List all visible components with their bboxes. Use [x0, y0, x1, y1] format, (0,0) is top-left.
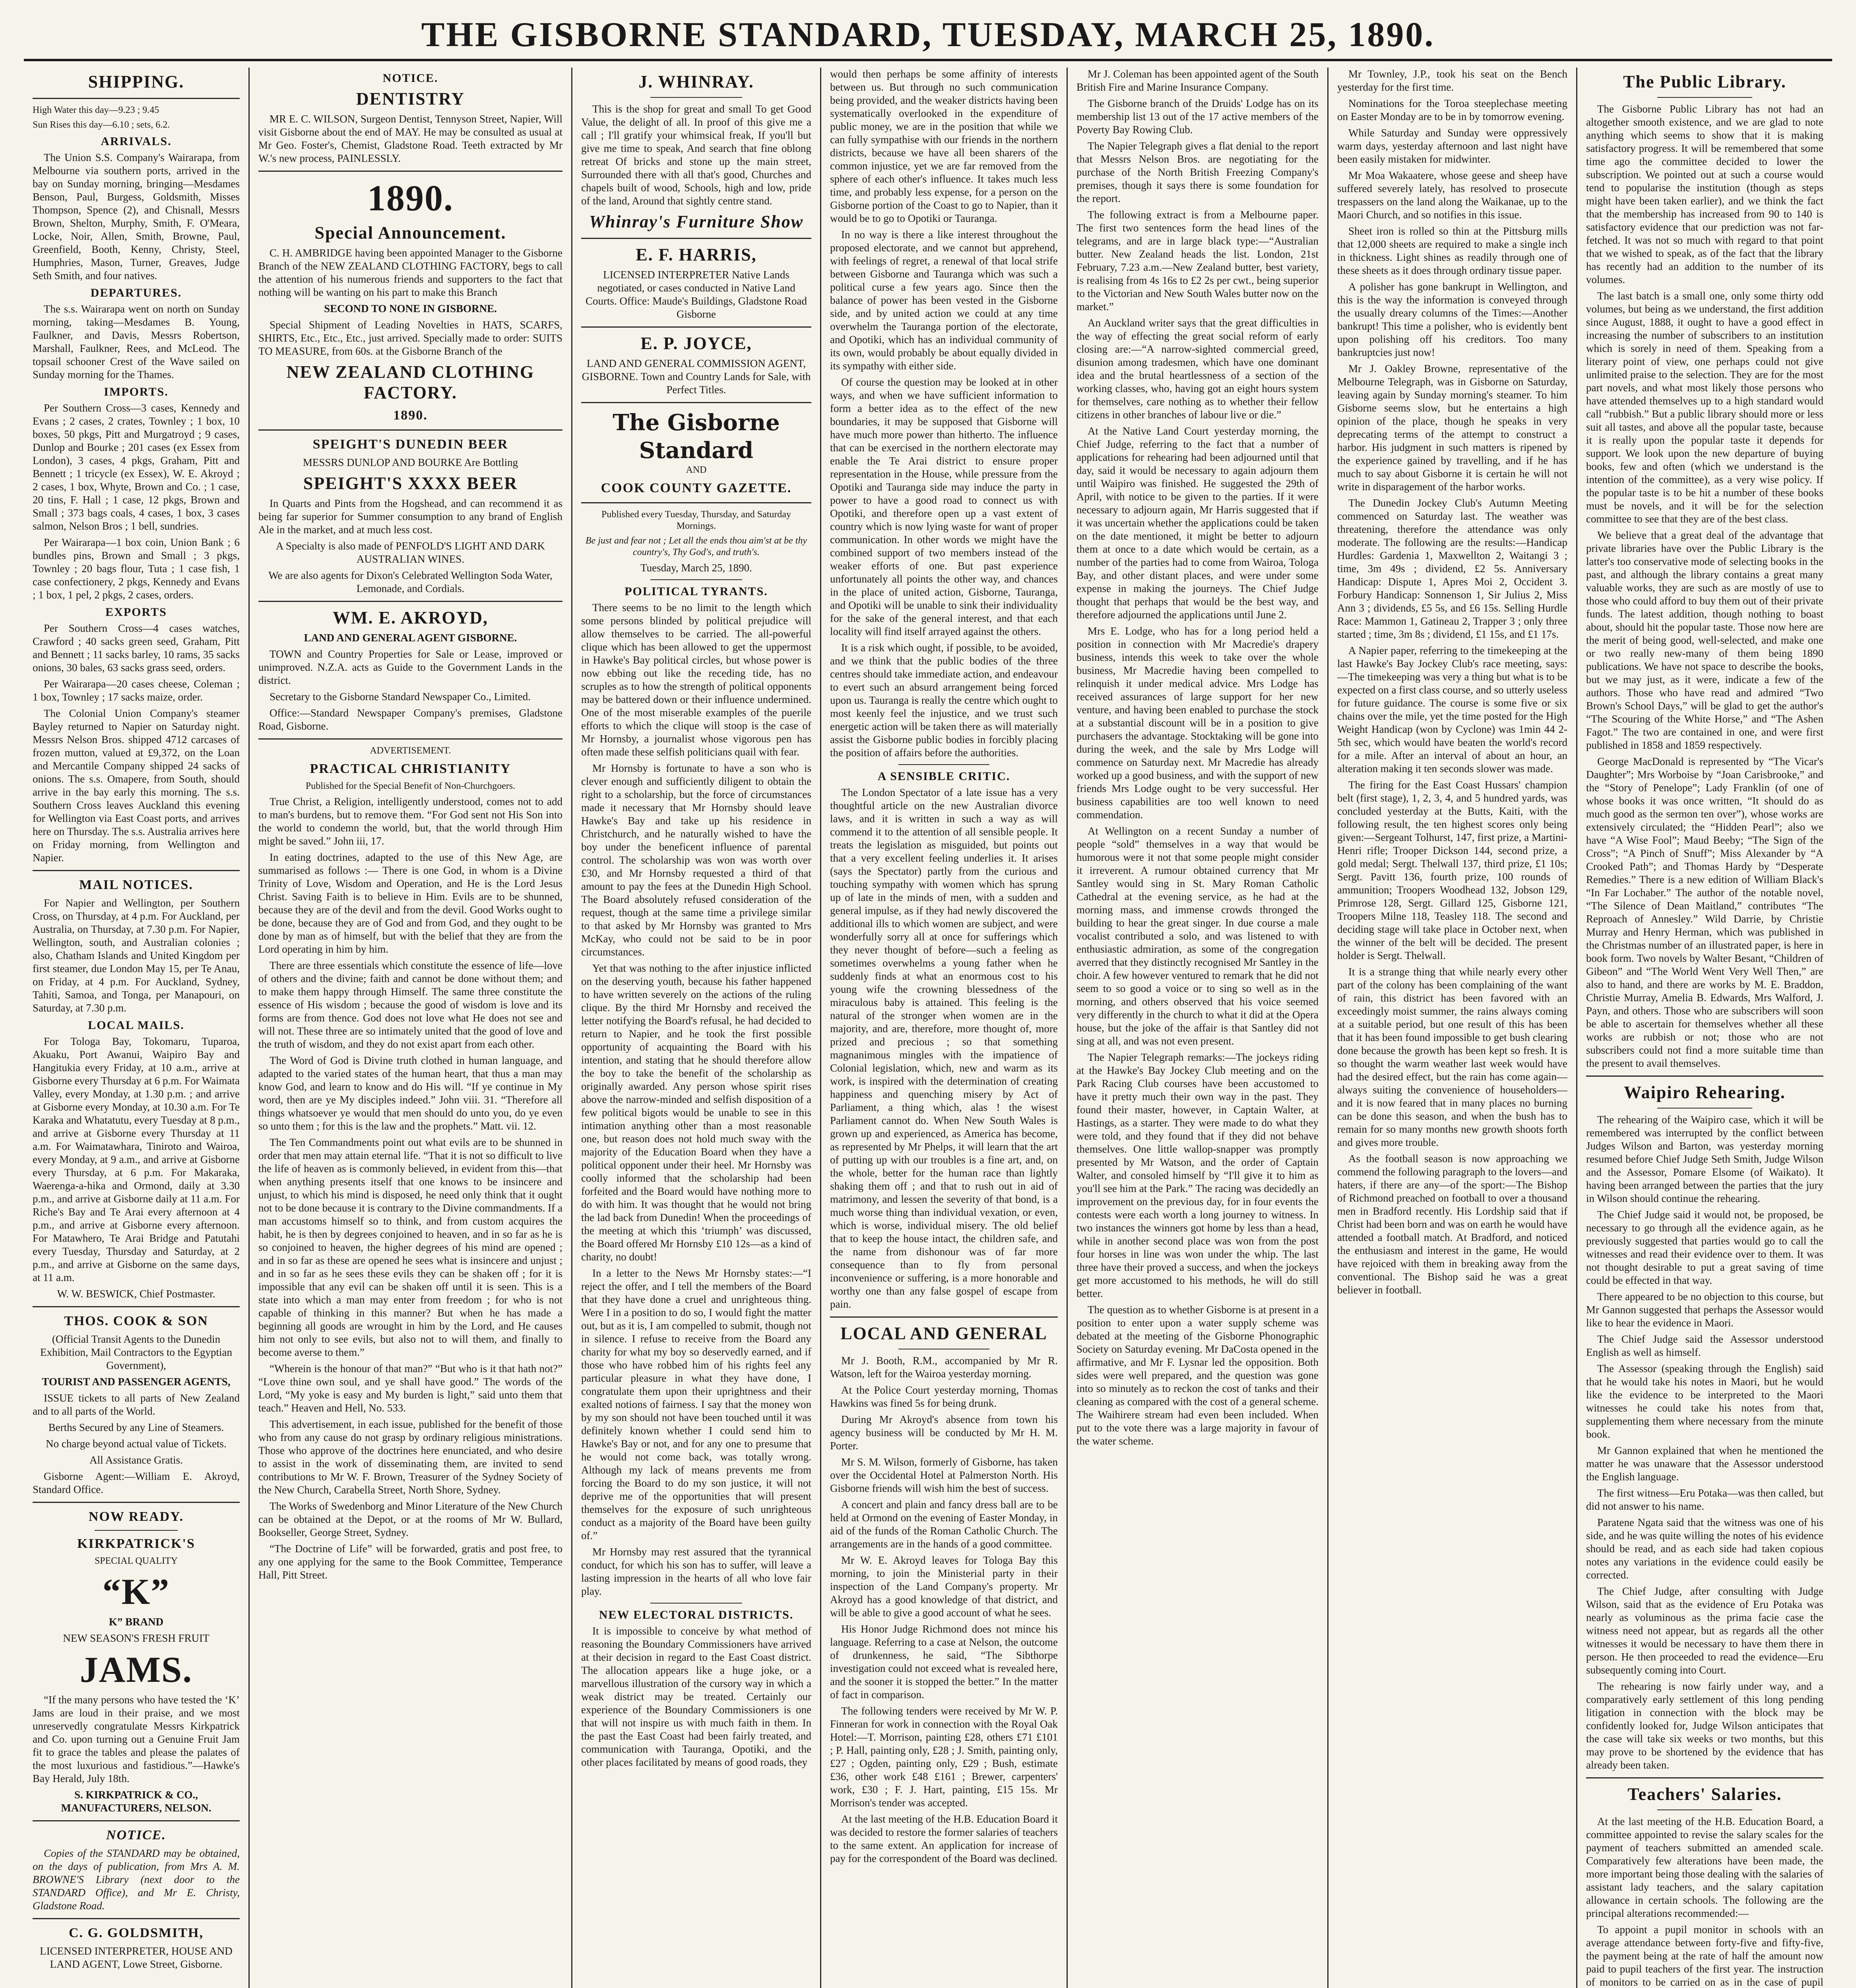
- imports-heading: IMPORTS.: [104, 385, 169, 398]
- local-item-28: A Napier paper, referring to the timekeeping at the last Hawke's Bay Jockey Club's race meeting, says:—The timekeeping was very a thing but what is to be expected on a first class course, and so utterly useless for future guidance. The course is some five or six chains over the mile, yet the time posted for the High Weight Handicap (won by Cyclone) was 1min 44 2-5th sec, which would have beaten the world's record for a mile. After an interval of about an hour, an alteration making it ten seconds slower was made.: [1337, 645, 1567, 775]
- waipiro-text-3: There appeared to be no objection to this course, but Mr Gannon suggested that perhaps the Assessor would like to hear the evidence in Maori.: [1586, 1291, 1823, 1329]
- mail-signature: W. W. BESWICK, Chief Postmaster.: [57, 1288, 215, 1300]
- local-item-30: It is a strange thing that while nearly every other part of the colony has been complaining of the want of rain, this district has been favored with an exceedingly moist summer, the rains always coming at a suitable period, but one result of this has been that it has been found impossible to get bush clearing done because the growth has been kept so fresh. It is so thought the warm weather last week would have had the desired effect, but the rain has come again—always suiting the convenience of householders—and it is now feared that in many places no burning can be done this season, and when the bush has to remain for so many months new growth shoots forth and gives more trouble.: [1337, 966, 1567, 1148]
- local-item-6: Mr W. E. Akroyd leaves for Tologa Bay this morning, to join the Ministerial party in their inspection of the Land Company's property. Mr Akroyd has a good knowledge of that district, and will be able to give a good account of what he sees.: [830, 1554, 1058, 1619]
- critic-heading: A SENSIBLE CRITIC.: [877, 770, 1010, 783]
- local-item-14: An Auckland writer says that the great difficulties in the way of effecting the great social reform of early closing are:—“A narrow-sighted commercial greed, disunion among tradesmen, which have one dominant idea and the brutal heartlessness of a section of the working classes, who, having got an eight hours system for themselves, care nothing as to whether their fellow citizens in other branches of labour live or die.”: [1076, 317, 1319, 421]
- political-heading: POLITICAL TYRANTS.: [624, 585, 768, 598]
- waipiro-text-5: The Assessor (speaking through the English) said that he would take his notes in Maori, but he would like the evidence to be interpreted to the Maori witnesses he could take his notes from that, supplementing them where necessary from the minute book.: [1586, 1363, 1823, 1440]
- joyce-text: LAND AND GENERAL COMMISSION AGENT, GISBORNE. Town and Country Lands for Sale, with Perfect Titles.: [582, 357, 811, 396]
- teachers-text: At the last meeting of the H.B. Education Board, a committee appointed to revise the salary scales for the payment of teachers submitted an amended scale. Comparatively few alterations have been made, the more important being those dealing with the salaries of assistant lady teachers, and the salary capitation allowance in certain schools. The following are the principal alterations recommended:—: [1586, 1815, 1823, 1919]
- departures-text: The s.s. Wairarapa went on north on Sunday morning, taking—Mesdames B. Young, Faulkner, and Davis, Messrs Robertson, Marshall, Faulkner, Rees, and McLeod. The topsail schooner Crest of the Wave sailed on Sunday morning for the Thames.: [33, 303, 240, 381]
- pc-text-7: This advertisement, in each issue, published for the benefit of those who from any cause do not grasp by ordinary religious ministrations. Those who approve of the doctrines here enunciated, and who desire to assist in the work of disseminating them, are invited to send contributions to Mr W. F. Brown, Treasurer of the Sydney Society of the New Church, Carabella Street, North Shore, Sydney.: [258, 1418, 562, 1496]
- local-item-19: The question as to whether Gisborne is at present in a position to enter upon a water supply scheme was debated at the meeting of the Gisborne Phonographic Society on Saturday evening. Mr DaCosta opened in the affirmative, and Mr F. Lysnar led the opposition. Both sides were well prepared, and the question was gone into so minutely as to reckon the cost of tanks and their cleaning as compared with the cost of a general scheme. The Waihirere stream had even been included. When put to the vote there was a large majority in favour of the water scheme.: [1076, 1304, 1319, 1447]
- divider: [1657, 1809, 1752, 1810]
- column-4: [820, 68, 1067, 1988]
- kirkpatrick-new: NEW SEASON'S FRESH FRUIT: [63, 1632, 209, 1644]
- electoral-text-cont: would then perhaps be some affinity of interests between us. But through no such communication being provided, and the weaker districts having been systematically overlooked in the expenditure of public money, we are in the position that while we can fully sympathise with our friends in the northern districts, because we have all been sharers of the common injustice, yet we are far removed from the sphere of each other's influence. It takes much less time, and probably less expense, for a person on the Gisborne portion of the Coast to go to Napier, than it would be to go to Opotiki or Tauranga.: [830, 68, 1058, 224]
- column-6: [1327, 68, 1576, 1988]
- high-water: High Water this day—9.23 ; 9.45: [33, 105, 159, 115]
- divider: [650, 1603, 743, 1604]
- local-item-2: At the Police Court yesterday morning, Thomas Hawkins was fined 5s for being drunk.: [830, 1384, 1058, 1409]
- political-text-2: Mr Hornsby is fortunate to have a son who is clever enough and sufficiently diligent to obtain the right to a scholarship, but the force of circumstances made it necessary that Mr Hornsby should leave Hawke's Bay and take up his residence in Christchurch, and he naturally wished to have the boy under the beneficent influence of parental control. The scholarship was won was worth over £30, and Mr Hornsby requested a third of that amount to pay the fees at the Dunedin High School. The Board absolutely refused consideration of the request, though at the same time a privilege similar to that asked by Mr Hornsby was granted to Mrs McKay, who could not be said to be in poor circumstances.: [581, 762, 811, 958]
- imports-text-2: Per Wairarapa—1 box coin, Union Bank ; 6 bundles pins, Brown and Small ; 3 pkgs, Townley ; 20 bags flour, Tuta ; 1 case fish, 1 case confectionery, 2 pkgs, Kennedy and Evans ; 1 box, 1 pel, 2 pkgs, 2 cases, orders.: [33, 536, 240, 601]
- divider: [33, 1306, 240, 1307]
- akroyd-text-2: Secretary to the Gisborne Standard Newspaper Co., Limited.: [270, 691, 531, 703]
- departures-heading: DEPARTURES.: [90, 286, 182, 299]
- pc-text-6: “Wherein is the honour of that man?” “But who is it that hath not?” “Love thine own soul, and ye shall have good.” The words of the Lord, “My yoke is easy and My burden is light,” said unto them that teach.” Heaven and Hell, No. 533.: [258, 1363, 562, 1414]
- now-ready: NOW READY.: [88, 1509, 184, 1524]
- divider: [1586, 1777, 1823, 1778]
- pc-text: True Christ, a Religion, intelligently understood, comes not to add to man's burdens, but to remove them. “For God sent not His Son into the world to condemn the world, but, that the world through Him might be saved.” John iii, 17.: [258, 796, 562, 847]
- local-item-12: The Napier Telegraph gives a flat denial to the report that Messrs Nelson Bros. are negotiating for the purchase of the North British Freezing Company's premises, though it says there is some foundation for the report.: [1076, 140, 1319, 204]
- standard-motto: Be just and fear not ; Let all the ends thou aim'st at be thy country's, Thy God's, and truth's.: [585, 536, 807, 557]
- ambridge-text: C. H. AMBRIDGE having been appointed Manager to the Gisborne Branch of the NEW ZEALAND CLOTHING FACTORY, begs to call the attention of his numerous friends and supporters to the fact that nothing will be wanting on his part to make this Branch: [258, 247, 562, 298]
- sun-rises: Sun Rises this day—6.10 ; sets, 6.2.: [33, 120, 170, 130]
- arrivals-text: The Union S.S. Company's Wairarapa, from Melbourne via southern ports, arrived in the bay on Sunday morning, bringing—Mesdames Benson, Paul, Burgess, Goldsmith, Misses Thompson, Spence (2), and Chisnall, Messrs Brown, Shelton, Murphy, Smith, F. O'Meara, Locke, Noir, Allen, Smith, Browne, Paul, Greenfield, Booth, Kenny, Christy, Steel, Humphries, Mason, Turner, Greaves, Judge Seth Smith, and four natives.: [33, 151, 240, 282]
- local-item-11: The Gisborne branch of the Druids' Lodge has on its membership list 13 out of the 17 active members of the Poverty Bay Rowing Club.: [1076, 97, 1319, 136]
- akroyd-office: Office:—Standard Newspaper Company's premises, Gladstone Road, Gisborne.: [258, 707, 562, 732]
- local-item-22: While Saturday and Sunday were oppressively warm days, yesterday afternoon and last night have been easily mistaken for midwinter.: [1337, 127, 1567, 165]
- shipping-heading: SHIPPING.: [88, 72, 184, 91]
- waipiro-heading: Waipiro Rehearing.: [1624, 1083, 1786, 1102]
- local-item-9: At the last meeting of the H.B. Education Board it was decided to restore the former salaries of teachers to the same extent. An application for increase of pay for the correspondent of the Board was declined.: [830, 1813, 1058, 1864]
- beer-text-2: A Specialty is also made of PENFOLD'S LIGHT AND DARK AUSTRALIAN WINES.: [275, 540, 545, 565]
- teachers-heading: Teachers' Salaries.: [1627, 1784, 1782, 1804]
- divider: [33, 1918, 240, 1919]
- notice-text: Copies of the STANDARD may be obtained, on the days of publication, from Mrs A. M. BROWNE'S Library (next door to the STANDARD Office), and Mr E. Christy, Gladstone Road.: [33, 1847, 240, 1912]
- pc-text-3: There are three essentials which constitute the essence of life—love of others and the divine; faith and cannot be done without them; and to make them happy through Himself. The same three constitute the essence of His wisdom ; because the good of wisdom is love and its forms are from thence. God does not love what He does not see and will not. These three are so intimately united that the good of love and the truth of wisdom, and they do not exist apart from each other.: [258, 959, 562, 1050]
- column-2: [248, 68, 571, 1988]
- electoral-text-2: In no way is there a like interest throughout the proposed electorate, and we cannot but apprehend, with feelings of regret, a renewal of that local strife between Gisborne and Tauranga which was such a political curse a few years ago. Since then the balance of power has been vested in the Gisborne side, and by united action we could at any time overwhelm the Tauranga portion of the electorate, and Opotiki, which has an individual community of its own, would probably be about equally divided in its sympathy with either side.: [830, 229, 1058, 372]
- pc-text-4: The Word of God is Divine truth clothed in human language, and adapted to the varied states of the human heart, that thus a man may know God, and learn to know and do His will. “If ye continue in My word, then are ye My disciples indeed.” John viii. 31. “Therefore all things whatsoever ye would that men should do unto you, do ye even so unto them ; for this is the law and the prophets.” Matt. vii. 12.: [258, 1054, 562, 1132]
- kirkpatrick-jams: JAMS.: [80, 1649, 193, 1690]
- electoral-text-4: It is a risk which ought, if possible, to be avoided, and we think that the public bodies of the three centres should take immediate action, and endeavour to evert such an absurd arrangement being forced upon us. Tauranga is really the centre which ought to most keenly feel the injustice, and we trust such energetic action will be taken there as will materially assist the Gisborne public bodies in forcibly placing the position of affairs before the authorities.: [830, 642, 1058, 759]
- beer-xxxx: SPEIGHT'S XXXX BEER: [303, 474, 518, 493]
- political-text-3: Yet that was nothing to the after injustice inflicted on the deserving youth, because his father happened to have written severely on the actions of the ruling clique. By the third Mr Hornsby and received the letter notifying the Board's refusal, he had decided to return to Napier, and he took the first possible opportunity of acquainting the Board with his intention, and stating that he should therefore allow the boy to take the benefit of the scholarship as originally awarded. Any person whose spirit rises above the narrow-minded and selfish disposition of a few political bigots would be unable to see in this intimation anything other than a most reasonable one, but reason does not hold much sway with the majority of the Education Board when they have a political opponent under their heel. Mr Hornsby was coolly informed that the scholarship had been forfeited and the Board would have nothing more to do with him. It was thought that he would not bring the lad back from Dunedin! When the proceedings of the meeting at which this ‘triumph’ was discussed, the Board offered Mr Hornsby £10 12s—as a kind of charity, no doubt!: [581, 962, 811, 1263]
- critic-text: The London Spectator of a late issue has a very thoughtful article on the new Australian divorce laws, and it is written in such a way as will commend it to the attention of all sensible people. It treats the legislation as misguided, but points out that a very excellent feeling underlies it. It arises (says the Spectator) partly from the curious and touching sympathy with women which has sprung up of late in the minds of men, with a sudden and general impulse, as if they had newly discovered the additional ills to which women are subject, and were wonderfully sorry all at once for sufferings which they never thought of before—such a feeling as sometimes overwhelms a young father when he suddenly finds at what an enormous cost to his young wife the crowning blessedness of the miraculous baby is attained. This feeling is the natural of the stronger when women are in the majority, and are, therefore, more thought of, more prized and precious ; so that something magnanimous mingles with the impatience of Colonial legislation, which, new and warm as its work, is inspired with the determination of creating happiness and quenching misery by Act of Parliament, a thing which, alas ! the wisest Parliament cannot do. When New South Wales is grown up and experienced, as America has become, as represented by Mr Phelps, it will learn that the art of putting up with our troubles is a fine art, and, on the whole, better for the human race than lightly shaking them off ; and that to rush out in aid of matrimony, and lessen the severity of that bond, is a much worse thing than individual vexation, or even, which is worse, individual misery. The old belief that to keep the house intact, the children safe, and the name from dishonour was of far more consequence than to fly from personal inconvenience or suffering, is a more honorable and worthy one than any false gospel of escape from pain.: [830, 786, 1058, 1310]
- akroyd-heading: WM. E. AKROYD,: [333, 608, 488, 627]
- practical-christianity-sub: Published for the Special Benefit of Non-Churchgoers.: [305, 781, 516, 791]
- local-item-24: Sheet iron is rolled so thin at the Pittsburg mills that 12,000 sheets are required to make a single inch in thickness. Light shines as readily through one of these sheets as it does through ordinary tissue paper.: [1337, 225, 1567, 276]
- divider: [830, 1316, 1058, 1318]
- waipiro-text-9: The Chief Judge, after consulting with Judge Wilson, said that as the evidence of Eru Potaka was nearly as voluminous as the prima facie case the witness need not appear, but as regards all the other witnesses it would be necessary to have them there in person. He then proceeded to read the evidence—Eru subsequently coming into Court.: [1586, 1585, 1823, 1676]
- standard-and: AND: [686, 465, 707, 475]
- goldsmith-text: LICENSED INTERPRETER, HOUSE AND LAND AGENT, Lowe Street, Gisborne.: [40, 1945, 233, 1970]
- divider: [581, 326, 811, 328]
- shipping-notes: The Colonial Union Company's steamer Bayley returned to Napier on Saturday night. Messrs Nelson Bros. shipped 4712 carcases of frozen mutton, valued at £9,372, on the Loan and Mercantile Company shipped 24 sacks of onions. The s.s. Omapere, from South, should arrive in the bay early this morning. The s.s. Southern Cross leaves Auckland this evening for Wellington via East Coast ports, and arrives here on Thursday. The s.s. Australia arrives here on Friday morning, from Wellington and Napier.: [33, 707, 240, 864]
- notice-heading: NOTICE.: [382, 72, 438, 85]
- waipiro-text-2: The Chief Judge said it would not, be proposed, be necessary to go through all the evidence again, as he previously suggested that parties would go to call the witnesses and read their evidence over to them. It was not thought desirable to put a great saving of time could be effected in that way.: [1586, 1209, 1823, 1286]
- electoral-text: It is impossible to conceive by what method of reasoning the Boundary Commissioners have arrived at their decision in regard to the East Coast district. The allocation appears like a huge joke, or a marvellous illustration of the cursory way in which a weak district may be treated. Certainly our experience of the Boundary Commissioners is one that will not inspire us with much faith in them. In the past the East Coast had been fairly treated, and communication with Tauranga, Opotiki, and the other places facilitated by means of good roads, they: [581, 1625, 811, 1768]
- local-item-20: Mr Townley, J.P., took his seat on the Bench yesterday for the first time.: [1337, 68, 1567, 93]
- kirkpatrick-heading: KIRKPATRICK'S: [77, 1536, 195, 1551]
- divider: [33, 1502, 240, 1503]
- divider: [650, 97, 743, 98]
- standard-published: Published every Tuesday, Thursday, and Saturday Mornings.: [601, 509, 791, 531]
- divider: [258, 171, 562, 172]
- waipiro-text-4: The Chief Judge said the Assessor understood English as well as himself.: [1586, 1333, 1823, 1358]
- beer-text-3: We are also agents for Dixon's Celebrated Wellington Soda Water, Lemonade, and Cordials.: [268, 569, 553, 594]
- standard-subtitle: COOK COUNTY GAZETTE.: [601, 481, 792, 495]
- mail-heading: MAIL NOTICES.: [79, 878, 193, 892]
- cook-text-6: Gisborne Agent:—William E. Akroyd, Standard Office.: [33, 1470, 240, 1495]
- advertisement-label: ADVERTISEMENT.: [370, 746, 451, 756]
- whinray-poem: This is the shop for great and small To get Good Value, the delight of all. In proof of this give me a call ; I'll gratify your whimsical freak, If you'll but give me time to speak, And search that fine oblong retreat Of bricks and stone up the main street, Surrounded there with all that's good, Churches and chapels built of wood, Schools, high and low, pride of the land, Around that sightly centre stand.: [581, 103, 811, 207]
- library-text-4: George MacDonald is represented by “The Vicar's Daughter”; Mrs Worboise by “Joan Carisbrooke,” and the “Story of Penelope”; Lady Franklin (of one of whose books it was once written, “It should do as much good as the sermon ten over”), whose works are extensively circulated; the “Hidden Pearl”; also we have “A Wise Fool”; Maud Beeby; “The Sign of the Cross”; “A Pinch of Snuff”; Miss Alexander by “A Crooked Path”; and Thomas Hardy by “Desperate Remedies.” There is a new edition of William Black's “In Far Lochaber.” The author of the notable novel, “The Silence of Dean Maitland,” contributes “The Reproach of Annesley.” Wild Darrie, by Christie Murray and Henry Herman, which was published in the Christmas number of an illustrated paper, is here in book form. Two novels by Walter Besant, “Children of Gibeon” and “The World Went Very Well Then,” are also to hand, and there are works by M. E. Braddon, Christie Murray, Amelia B. Edwards, Mrs Walford, J. Payn, and others. Those who are subscribers will soon be able to ascertain for themselves whether all these works are rubbish or not; those who are not subscribers could not find a more suitable time than the present to avail themselves.: [1586, 755, 1823, 1069]
- second-to-none: SECOND TO NONE IN GISBORNE.: [324, 303, 497, 315]
- standard-title: The Gisborne Standard: [613, 410, 780, 464]
- divider: [650, 579, 743, 580]
- pc-text-2: In eating doctrines, adapted to the use of this New Age, are summarised as follows :— There is one God, in whom is a Divine Trinity of Love, Wisdom and Operation, and He is the Lord Jesus Christ. Saving Faith is to believe in Him. Evils are to be shunned, because they are of the devil and from the devil. Good Works ought to be done, because they are of God and from God, and they ought to be done by man as of himself, but with the belief that they are from the Lord operating in him by him.: [258, 851, 562, 955]
- local-general-heading: LOCAL AND GENERAL: [840, 1324, 1047, 1343]
- political-text-4: In a letter to the News Mr Hornsby states:—“I reject the offer, and I tell the members of the Board that they have done a cruel and unrighteous thing. Were I in a position to do so, I would fight the matter out, but as it is, I am compelled to submit, though not in silence. I refuse to receive from the Board any charity for what my boy so deservedly earned, and if those who have robbed him of his rights feel any particular pleasure in what they have done, I congratulate them upon their uprightness and their exalted notions of fairness. I say that the money won by my son should not have been touched until it was definitely known whether I could send him to Hawke's Bay or not, and for any one to presume that he would not come back, was totally wrong. Although my lack of means prevents me from forcing the Board to do my son justice, it will not deprive me of the opportunities that will present themselves for the exposure of such unrighteous conduct as a majority of the Board have been guilty of.”: [581, 1267, 811, 1541]
- year-2: 1890.: [393, 408, 428, 423]
- columns: [24, 68, 1832, 1988]
- teachers-text-2: To appoint a pupil monitor in schools with an average attendance between forty-five and fifty-five, the payment being at the rate of half the amount now paid to pupil teachers of the first year. The instruction of monitors to be carried on as in the case of pupil: [1586, 1924, 1823, 1988]
- kirkpatrick-text: “If the many persons who have tested the ‘K’ Jams are loud in their praise, and we most unreservedly congratulate Messrs Kirkpatrick and Co. upon turning out a Genuine Fruit Jam fit to grace the tables and please the palates of the most luxurious and fastidious.”—Hawke's Bay Herald, July 18th.: [33, 1694, 240, 1784]
- divider: [1657, 1108, 1752, 1109]
- practical-christianity-heading: PRACTICAL CHRISTIANITY: [310, 761, 511, 776]
- cook-text: (Official Transit Agents to the Dunedin Exhibition, Mail Contractors to the Egyptian Government),: [40, 1333, 232, 1371]
- imports-text: Per Southern Cross—3 cases, Kennedy and Evans ; 2 cases, 2 crates, Townley ; 1 box, 10 boxes, 50 pkgs, Pitt and Murgatroyd ; 9 cases, Dunlop and Bourke ; 201 cases (ex Essex from London), 3 cases, 4 pkgs, Graham, Pitt and Bennett ; 1 tricycle (ex Essex), W. E. Akroyd ; 2 cases, 1 box, Whyte, Brown and Co. ; 1 case, 20 tins, F. Hall ; 1 case, 12 pkgs, Brown and Small ; 373 bags coals, 4 cases, 1 box, 3 cases salmon, Nelson Bros ; 1 bell, sundries.: [33, 402, 240, 532]
- cook-heading: THOS. COOK & SON: [64, 1314, 208, 1328]
- local-item-16: Mrs E. Lodge, who has for a long period held a position in connection with Mr Macredie's drapery business, intends this week to take over the whole business, Mr Macredie having been compelled to relinquish it under medical advice. Mrs Lodge has received assurances of large support for her new venture, and having been enabled to purchase the stock at a substantial discount will be in a position to give purchasers the advantage. Stocktaking will be gone into during the week, and the sale by Mrs Lodge will commence on Saturday next. Mr Macredie has already worked up a good business, and with the support of new friends Mrs Lodge ought to be very successful. Her business capabilities are too well known to need commendation.: [1076, 625, 1319, 821]
- library-heading: The Public Library.: [1623, 72, 1786, 91]
- local-item-5: A concert and plain and fancy dress ball are to be held at Ormond on the evening of Easter Monday, in aid of the funds of the Roman Catholic Church. The arrangements are in the hands of a good committee.: [830, 1499, 1058, 1550]
- cook-text-5: All Assistance Gratis.: [89, 1454, 183, 1466]
- ambridge-text-2: Special Shipment of Leading Novelties in HATS, SCARFS, SHIRTS, Etc., Etc., Etc., just arrived. Specially made to order: SUITS TO MEASURE, from 60s. at the Gisborne Branch of the: [258, 319, 562, 357]
- whinray-furniture-show: Whinray's Furniture Show: [589, 212, 804, 231]
- local-item-4: Mr S. M. Wilson, formerly of Gisborne, has taken over the Occidental Hotel at Palmerston North. His Gisborne friends will wish him the best of success.: [830, 1456, 1058, 1494]
- beer-text: In Quarts and Pints from the Hogshead, and can recommend it as being far superior for Summer consumption to any brand of English Ale in the market, and at much less cost.: [258, 497, 562, 536]
- masthead: THE GISBORNE STANDARD, TUESDAY, MARCH 25, 1890.: [24, 11, 1832, 61]
- local-mails-text: For Tologa Bay, Tokomaru, Tuparoa, Akuaku, Port Awanui, Waipiro Bay and Hangitukia every Friday, at 10 a.m., arrive at Gisborne every Thursday at 6 p.m. For Waimata Valley, every Monday, at 1.30 p.m. ; and arrive at Gisborne every Monday, at 10.30 a.m. For Te Karaka and Whatatutu, every Tuesday at 8 p.m., and arrive at Gisborne every Thursday at 11 a.m. For Waimatawhara, Tiniroto and Wairoa, every Monday, at 9 a.m., and arrive at Gisborne every Thursday, at 6 p.m. For Makaraka, Waerenga-a-hika and Ormond, daily at 3.30 p.m., and arrive at Gisborne daily at 11 a.m. For Riche's Bay and Te Arai every afternoon at 4 p.m., and arrive at Gisborne every afternoon. For Matawhero, Te Arai Bridge and Patutahi every Tuesday, Thursday and Saturday, at 2 p.m., and arrive at Gisborne on the same days, at 11 a.m.: [33, 1035, 240, 1283]
- column-5: [1067, 68, 1327, 1988]
- cook-text-4: No charge beyond actual value of Tickets.: [46, 1438, 227, 1450]
- kirkpatrick-quality: SPECIAL QUALITY: [94, 1556, 178, 1566]
- akroyd-subheading: LAND AND GENERAL AGENT GISBORNE.: [304, 632, 517, 644]
- electoral-heading: NEW ELECTORAL DISTRICTS.: [599, 1608, 794, 1621]
- local-item-17: At Wellington on a recent Sunday a number of people “sold” themselves in a way that would be humorous were it not that some people might consider it irreverent. A rumour obtained currency that Mr Santley would sing in St. Mary Roman Catholic Cathedral at the evening service, as he had at the morning mass, and immense crowds thronged the building to hear the great singer. In due course a male vocalist contributed a solo, and was listened to with enthusiastic admiration, as some of the congregation averred that they distinctly recognised Mr Santley in the choir. A few however ventured to remark that he did not seem to so good a voice or to sing so well as in the morning, and others observed that his voice seemed very differently in the church to what it did at the Opera house, but the joke of the affair is that Santley did not sing at all, and was not even present.: [1076, 825, 1319, 1047]
- divider: [581, 238, 811, 239]
- column-7: [1576, 68, 1832, 1988]
- cook-text-2: ISSUE tickets to all parts of New Zealand and to all parts of the World.: [33, 1392, 240, 1417]
- exports-heading: EXPORTS: [105, 606, 167, 619]
- kirkpatrick-brand: K” BRAND: [109, 1616, 164, 1628]
- dentistry-heading: DENTISTRY: [356, 89, 465, 109]
- column-1: [24, 68, 248, 1988]
- pc-text-8: The Works of Swedenborg and Minor Literature of the New Church can be obtained at the Depot, or at the rooms of Mr W. Bullard, Bookseller, George Street, Sydney.: [258, 1500, 562, 1538]
- library-text-3: We believe that a great deal of the advantage that private libraries have over the Public Library is the latter's too conservative mode of selecting books in the past, and although the library contains a great many valuable works, they are such as are mostly of use to those who could afford to buy them out of their private funds. The latest addition, though nothing to boast about, should hit the popular taste. Those now here are the merit of being good, well-selected, and make one or two really new-many of them being 1890 publications. We have not space to describe the books, but we may just, as it were, indicate a few of the authors. Those who have read and admired “Two Brown's School Days,” will be glad to get the author's “The Scouring of the White Horse,” and “The Ashen Fagot.” The two are contained in one, and were first published in 1858 and 1859 respectively.: [1586, 529, 1823, 751]
- kirkpatrick-k: “K”: [102, 1571, 170, 1612]
- divider: [258, 429, 562, 431]
- waipiro-text-10: The rehearing is now fairly under way, and a comparatively early settlement of this long pending litigation in connection with the block may be confidently looked for, Judge Wilson anticipates that the case will take six weeks or two months, but this may prove to be shortened by the evidence that has already been taken.: [1586, 1680, 1823, 1771]
- special-announcement: Special Announcement.: [314, 223, 506, 243]
- year-heading: 1890.: [367, 178, 454, 218]
- divider: [33, 98, 240, 99]
- pc-text-5: The Ten Commandments point out what evils are to be shunned in order that men may attain eternal life. “That it is not so difficult to live the life of heaven as is commonly believed, in evident from this—that when anything presents itself that one knows to be insincere and unjust, to which his mind is disposed, he need only think that it ought not to be done because it is contrary to the Divine commandments. If a man accustoms himself so to think, and from custom acquires the habit, he is then by degrees conjoined to heaven, and in so far as he is so conjoined to heaven, the higher degrees of his mind are opened ; and in so far as these are opened he sees what is insincere and unjust ; and in so far as he sees these evils they can be shaken off ; for it is impossible that any evil can be shaken off until it is seen. This is a state into which a man may enter from freedom ; for who is not capable of thinking in this manner? But when he has made a beginning all goods are wrought in him by the Lord, and He causes him not only to see evils, but also not to will them, and finally to become averse to them.”: [258, 1136, 562, 1358]
- pc-text-9: “The Doctrine of Life” will be forwarded, gratis and post free, to any one applying for the same to the Book Committee, Temperance Hall, Pitt Street.: [258, 1543, 562, 1581]
- dentistry-text: MR E. C. WILSON, Surgeon Dentist, Tennyson Street, Napier, Will visit Gisborne about the end of MAY. He may be consulted as usual at Mr Geo. Foster's, Chemist, Gladstone Road. Teeth extracted by Mr W.'s new process, PAINLESSLY.: [258, 113, 562, 164]
- divider: [33, 1820, 240, 1821]
- divider: [898, 764, 989, 765]
- local-mails-heading: LOCAL MAILS.: [88, 1019, 184, 1032]
- beer-heading: SPEIGHT'S DUNEDIN BEER: [312, 437, 508, 452]
- waipiro-text-6: Mr Gannon explained that when he mentioned the matter he was unaware that the Assessor understood the English language.: [1586, 1444, 1823, 1483]
- local-item-15: At the Native Land Court yesterday morning, the Chief Judge, referring to the fact that a number of applications for rehearing had been adjourned until that day, said it would be necessary to again adjourn them until Waipiro was finished. He suggested the 29th of April, with notice to be given to the parties. If it were necessary to adjourn again, Mr Harris suggested that if it was uncertain whether the applications could be taken on the date mentioned, it might be better to adjourn them at once to a date which would be certain, as a number of the parties had to come from Wairoa, Tologa Bay, and other distant places, and were under some expense in making the journeys. The Chief Judge thought that perhaps that would be the best way, and therefore adjourned the applications until June 2.: [1076, 425, 1319, 621]
- divider: [258, 738, 562, 740]
- local-item-23: Mr Moa Wakaatere, whose geese and sheep have suffered severely lately, has resolved to prosecute trespassers on the land along the Waikanae, up to the Maori Church, and so notifies in this issue.: [1337, 169, 1567, 221]
- cook-text-3: Berths Secured by any Line of Steamers.: [48, 1421, 224, 1433]
- divider: [1657, 97, 1752, 98]
- local-item-21: Nominations for the Toroa steeplechase meeting on Easter Monday are to be in by tomorrow evening.: [1337, 97, 1567, 122]
- cook-subheading: TOURIST AND PASSENGER AGENTS,: [42, 1376, 231, 1388]
- local-item-3: During Mr Akroyd's absence from town his agency business will be conducted by Mr H. M. Porter.: [830, 1413, 1058, 1452]
- local-item-7: His Honor Judge Richmond does not mince his language. Referring to a case at Nelson, the outcome of drunkenness, he said, “The Sibthorpe investigation could not exceed what is revealed here, and the sooner it is stopped the better.” In the matter of fact in comparison.: [830, 1623, 1058, 1701]
- joyce-heading: E. P. JOYCE,: [640, 334, 752, 353]
- waipiro-text-8: Paratene Ngata said that the witness was one of his side, and he was quite willing the notes of his evidence should be read, and as each side had taken copious notes any variations in the evidence could easily be corrected.: [1586, 1516, 1823, 1581]
- library-text: The Gisborne Public Library has not had an altogether smooth existence, and we are glad to note anything which seems to show that it is making satisfactory progress. It will be remembered that some time ago the committee decided to lower the subscription. We pointed out at such a course would tend to popularise the institution (though as steps might have been taken earlier), and we think the fact that the membership has increased from 90 to 140 is satisfactory evidence that our prediction was not far-fetched. It was not so much with regard to that point that we wished to speak, as of the fact that the library has recently had an addition to the number of its volumes.: [1586, 103, 1823, 285]
- column-3: [571, 68, 820, 1988]
- clothing-factory: NEW ZEALAND CLOTHING FACTORY.: [286, 362, 535, 402]
- divider: [581, 402, 811, 403]
- local-item-31: As the football season is now approaching we commend the following paragraph to the lovers—and haters, if there are any—of the sport:—The Bishop of Richmond preached on football to over a thousand men in Bradford recently. His Lordship said that if Christ had been born and was on earth he would have attended a football match. At Bradford, and noticed the enthusiasm and interest in the game, He would have rejoiced with them in breaking away from the conventional. The Bishop said he was a great believer in football.: [1337, 1153, 1567, 1296]
- akroyd-text: TOWN and Country Properties for Sale or Lease, improved or unimproved. N.Z.A. acts as Guide to the Government Lands in the district.: [258, 648, 562, 686]
- divider: [33, 870, 240, 871]
- political-text-5: Mr Hornsby may rest assured that the tyrannical conduct, for which his son has to suffer, will leave a lasting impression in the hearts of all who love fair play.: [581, 1546, 811, 1597]
- local-item-29: The firing for the East Coast Hussars' champion belt (first stage), 1, 2, 3, 4, and 5 hundred yards, was concluded yesterday at the Butts, Kaiti, with the following result, the ten highest scores only being given:—Sergeant Tolhurst, 147, first prize, a Martini-Henri rifle; Trooper Dickson 144, second prize, a gold medal; Sergt. Thelwall 137, third prize, £1 10s; Sergt. Pavitt 136, fourth prize, 100 rounds of ammunition; Troopers Woodhead 132, Jobson 129, Primrose 128, Sergt. Gillard 125, Gisborne 121, Troopers Milne 118, Teasley 118. The second and deciding stage will take place in October next, when the winner of the belt will be decided. The present holder is Sergt. Thelwall.: [1337, 779, 1567, 961]
- exports-text-2: Per Wairarapa—20 cases cheese, Coleman ; 1 box, Townley ; 17 sacks maize, order.: [33, 678, 240, 703]
- local-item-1: Mr J. Booth, R.M., accompanied by Mr R. Watson, left for the Wairoa yesterday morning.: [830, 1355, 1058, 1380]
- beer-subheading: MESSRS DUNLOP AND BOURKE Are Bottling: [303, 456, 518, 468]
- waipiro-text: The rehearing of the Waipiro case, which it will be remembered was interrupted by the conflict between Judges Wilson and Barton, was yesterday morning resumed before Chief Judge Seth Smith, Judge Wilson and the Assessor, Pomare Elsome (of Waikato). It having been arranged between the parties that the jury in Wilson should continue the rehearing.: [1586, 1114, 1823, 1204]
- divider: [1586, 1076, 1823, 1077]
- harris-text: LICENSED INTERPRETER Native Lands negotiated, or cases conducted in Native Land Courts. Office: Maude's Buildings, Gladstone Road Gisborne: [585, 269, 807, 320]
- local-item-27: The Dunedin Jockey Club's Autumn Meeting commenced on Saturday last. The weather was threatening, therefore the attendance was only moderate. The following are the results:—Handicap Hurdles: Gardenia 1, Maxwellton 2, Waitangi 3 ; time, 3m 49s ; dividend, £2 5s. Anniversary Handicap: Dispute 1, Apres Moi 2, Occident 3. Forbury Handicap: Sonnenson 1, Sir Julius 2, Miss Ann 3 ; dividends, £5 5s, and £6 15s. Selling Hurdle Race: Mammon 1, Gatineau 2, Trapper 3 ; only three started ; time, 3m 8s ; dividend, £1 15s, and £1 17s.: [1337, 497, 1567, 640]
- arrivals-heading: ARRIVALS.: [101, 135, 172, 148]
- local-item-18: The Napier Telegraph remarks:—The jockeys riding at the Hawke's Bay Jockey Club meeting and on the Park Racing Club courses have been accustomed to have it pretty much their own way in the past. They found their master, however, in Captain Walter, at Hastings, as a starter. They were made to do what they were told, and they found that if they did not behave themselves. One little wallop-snapper was promptly presented by Mr Watson, and the order of Captain Walter, and consoled himself by “I'll give it to him as you'll see him at the Park.” The racing was decidedly an improvement on the previous day, for in four events the contests were each worth a long journey to witness. In two instances the winners got home by less than a head, while in another second place was won from the post four horses in line was won under the whip. The last three have their proved a success, and when the jockeys get more accustomed to his methods, he will do still better.: [1076, 1051, 1319, 1299]
- whinray-heading: J. WHINRAY.: [638, 72, 754, 91]
- goldsmith-heading: C. G. GOLDSMITH,: [69, 1926, 204, 1940]
- library-text-2: The last batch is a small one, only some thirty odd volumes, but being as we understand, the first addition since August, 1888, it ought to have a good effect in increasing the number of subscribers to an institution which is sorely in need of them. Speaking from a literary point of view, one perhaps could not give unlimited praise to the selection. They are for the most part novels, and what most likely those persons who have attended themselves up to a high standard would call “rubbish.” But a public library should more or less suit all tastes, and above all the popular taste, because it is really upon the popular taste it depends for support. We look upon the new departure of buying books, few and often (which we understand is the intention of the committee), as a very wise policy. If the popular taste is to be hit a number of these books must be novels, and it will be for the selection committee to see that they are of the best class.: [1586, 290, 1823, 525]
- local-item-8: The following tenders were received by Mr W. P. Finneran for work in connection with the Royal Oak Hotel:—T. Morrison, painting £28, others £71 £101 ; P. Hall, painting only, £28 ; J. Smith, painting only, £27 ; Ogden, painting only, £29 ; Bush, estimate £36, other work £48 £161 ; Brewer, carpenters' work, £30 ; F. J. Hart, painting, £15 15s. Mr Morrison's tender was accepted.: [830, 1705, 1058, 1809]
- local-item-25: A polisher has gone bankrupt in Wellington, and this is the way the information is conveyed through the usually dreary columns of the Times:—Another bankrupt! This time a polisher, who is evidently bent upon polishing off his creditors. Too many bankruptcies just now!: [1337, 281, 1567, 358]
- divider: [581, 502, 811, 503]
- kirkpatrick-firm: S. KIRKPATRICK & CO., MANUFACTURERS, NELSON.: [61, 1789, 211, 1814]
- divider: [95, 1530, 177, 1531]
- local-item-13: The following extract is from a Melbourne paper. The first two sentences form the head lines of the telegrams, and are in large black type:—“Australian butter. New Zealand heads the list. London, 21st February, 7.23 a.m.—New Zealand butter, best variety, is realising from 4s 16s to £2 2s per cwt., being superior to the Victorian and New South Wales butter now on the market.”: [1076, 209, 1319, 313]
- standard-date: Tuesday, March 25, 1890.: [640, 562, 752, 574]
- divider: [258, 601, 562, 602]
- political-text: There seems to be no limit to the length which some persons blinded by political prejudice will allow themselves to be carried. The all-powerful clique which has been allowed to get the uppermost in Hawke's Bay political circles, but whose power is now ebbing out like the receding tide, has no scruples as to how the strength of political opponents may be battered down or their influence undermined. One of the most miserable examples of the puerile efforts to which the clique will stoop is the case of Mr Hornsby, a journalist whose vigorous pen has often made these selfish politicians quail with fear.: [581, 602, 811, 758]
- exports-text: Per Southern Cross—4 cases watches, Crawford ; 40 sacks green seed, Graham, Pitt and Bennett ; 11 sacks barley, 10 rams, 35 sacks onions, 30 bales, 63 sacks grass seed, orders.: [33, 622, 240, 674]
- waipiro-text-7: The first witness—Eru Potaka—was then called, but did not answer to his name.: [1586, 1487, 1823, 1512]
- harris-heading: E. F. HARRIS,: [636, 245, 757, 264]
- electoral-text-3: Of course the question may be looked at in other ways, and when we have sufficient information to form a better idea as to the effect of the new boundaries, it may be supposed that Gisborne will have much more power than hitherto. The influence that can be exercised in the northern electorate may enable the Te Arai district to ensure proper representation in the House, while pressure from the Opotiki and Tauranga side may induce the party in power to have a good road to connect us with Opotiki, and therefore open up a vast extent of country which is now lying waste for want of proper communication. In other words we might have the combined support of two members instead of the weaker efforts of one. But past experience unfortunately all points the other way, and chances in the place of united action, Gisborne, Tauranga, and Opotiki will be unable to sink their individuality for the sake of the general interest, and that each locality will find itself arrayed against the others.: [830, 376, 1058, 637]
- notice-heading: NOTICE.: [106, 1828, 166, 1842]
- local-item-10: Mr J. Coleman has been appointed agent of the South British Fire and Marine Insurance Company.: [1076, 68, 1319, 93]
- local-item-26: Mr J. Oakley Browne, representative of the Melbourne Telegraph, was in Gisborne on Saturday, leaving again by Sunday morning's steamer. To him Gisborne seems slow, but he entertains a high opinion of the place, though he speaks in very deprecating terms of the attempt to construct a harbor. His judgment in such matters is ripened by the experience gained by travelling, and if he has much to say about Gisborne it is certain he will not write in disparagement of the harbor works.: [1337, 363, 1567, 493]
- mail-text: For Napier and Wellington, per Southern Cross, on Thursday, at 4 p.m. For Auckland, per Australia, on Thursday, at 7.30 p.m. For Napier, Wellington, south, and Australian colonies ; also, Chatham Islands and United Kingdom per first steamer, due London May 15, per Te Anau, on Friday, at 4 p.m. For Auckland, Sydney, Tahiti, Samoa, and Tonga, per Manapouri, on Saturday, at 7.30 p.m.: [33, 897, 240, 1014]
